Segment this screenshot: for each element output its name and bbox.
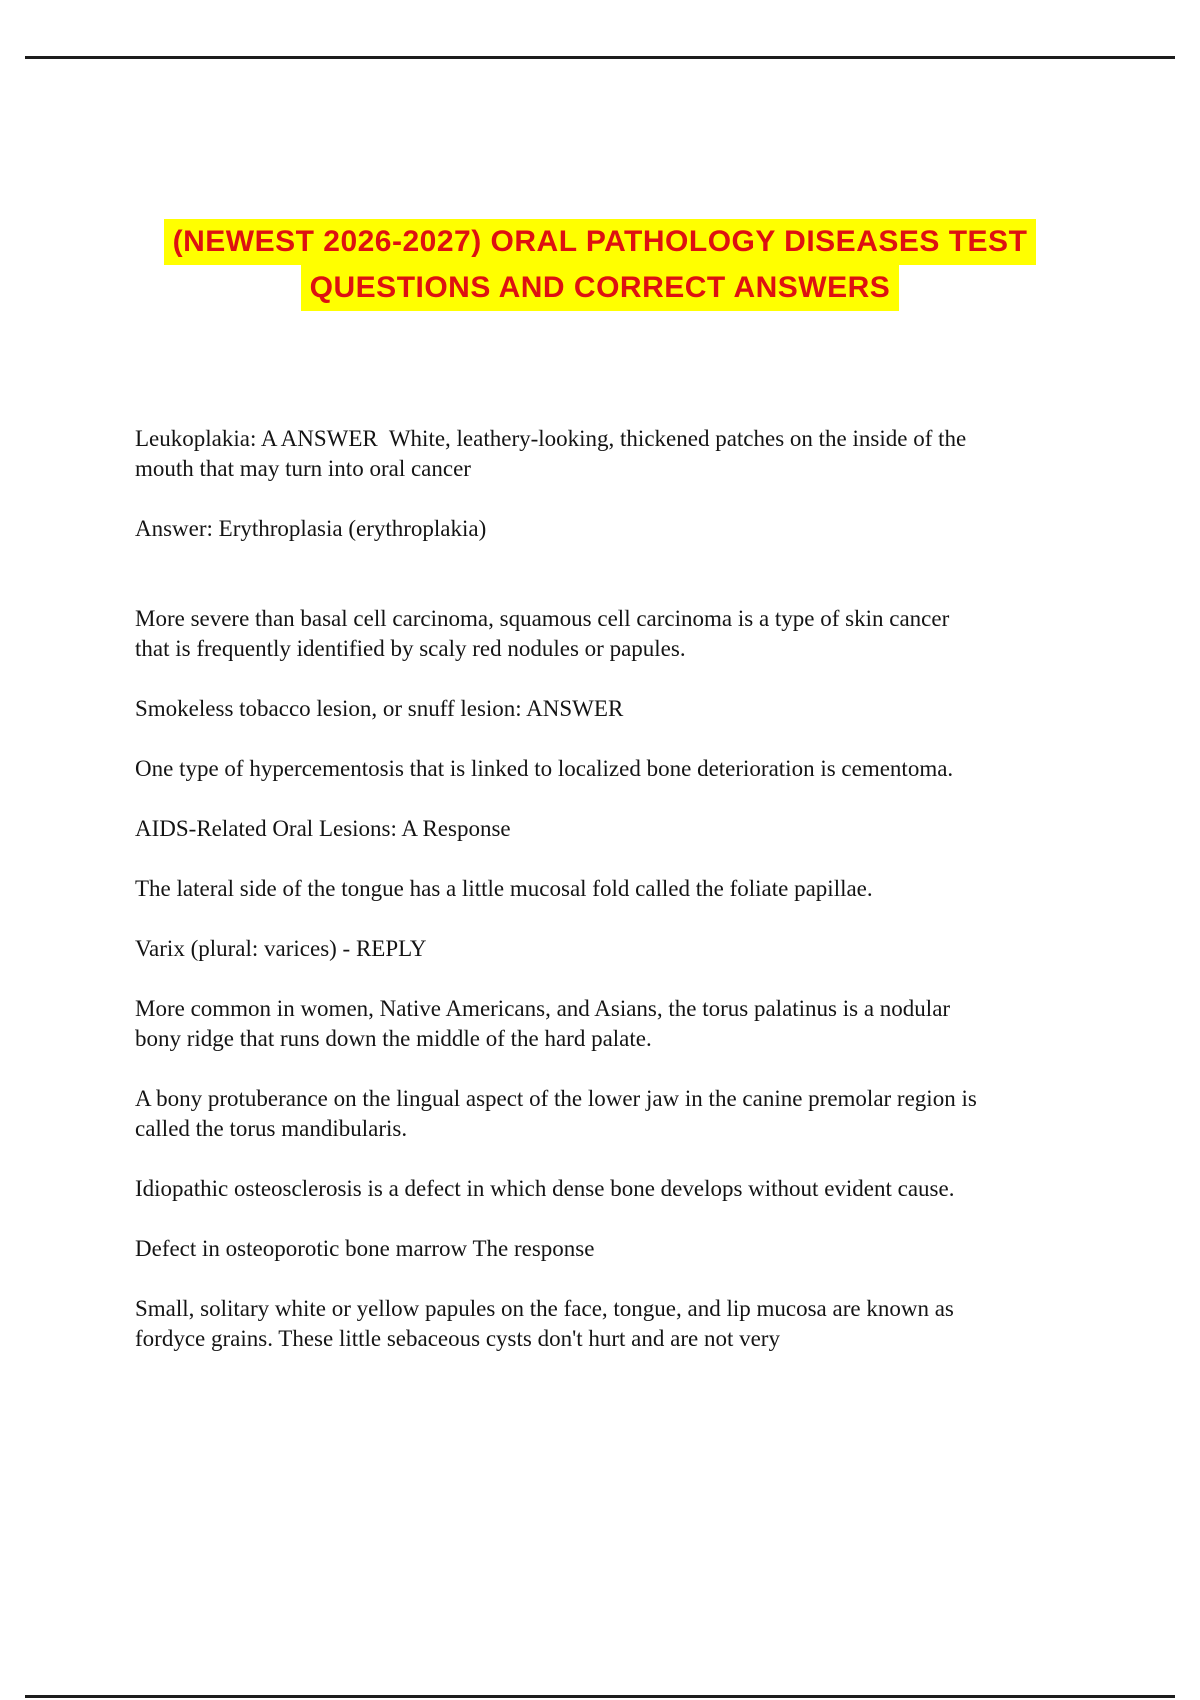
paragraph: Small, solitary white or yellow papules on the face, tongue, and lip mucosa are known as fordyce grains. These little sebaceous cysts don't hurt and are not very: [135, 1296, 960, 1351]
bottom-horizontal-rule: [25, 1695, 1175, 1698]
paragraph: A bony protuberance on the lingual aspect of the lower jaw in the canine premolar region is called the torus mandibularis.: [135, 1086, 983, 1141]
paragraph: Idiopathic osteosclerosis is a defect in which dense bone develops without evident cause.: [135, 1176, 955, 1201]
paragraph: More common in women, Native Americans, and Asians, the torus palatinus is a nodular bony ridge that runs down the middle of the hard palate.: [135, 996, 956, 1051]
paragraph: AIDS-Related Oral Lesions: A Response: [135, 816, 511, 841]
top-horizontal-rule: [25, 56, 1175, 59]
document-title-line-1: (NEWEST 2026-2027) ORAL PATHOLOGY DISEASES TEST: [164, 219, 1037, 265]
paragraph: Varix (plural: varices) - REPLY: [135, 936, 427, 961]
paragraph: More severe than basal cell carcinoma, squamous cell carcinoma is a type of skin cancer that is frequently identified by scaly red nodules or papules.: [135, 606, 955, 661]
paragraph: Smokeless tobacco lesion, or snuff lesion: ANSWER: [135, 696, 624, 721]
paragraph: Answer: Erythroplasia (erythroplakia): [135, 516, 487, 541]
paragraph: Leukoplakia: A ANSWER White, leathery-looking, thickened patches on the inside of the mouth that may turn into oral cancer: [135, 426, 972, 481]
document-title: [0, 219, 1200, 311]
paragraph: Defect in osteoporotic bone marrow The response: [135, 1236, 595, 1261]
document-title-line-2: QUESTIONS AND CORRECT ANSWERS: [301, 265, 900, 311]
paragraph: The lateral side of the tongue has a little mucosal fold called the foliate papillae.: [135, 876, 873, 901]
document-body: [135, 424, 983, 1384]
paragraph: One type of hypercementosis that is linked to localized bone deterioration is cementoma.: [135, 756, 954, 781]
